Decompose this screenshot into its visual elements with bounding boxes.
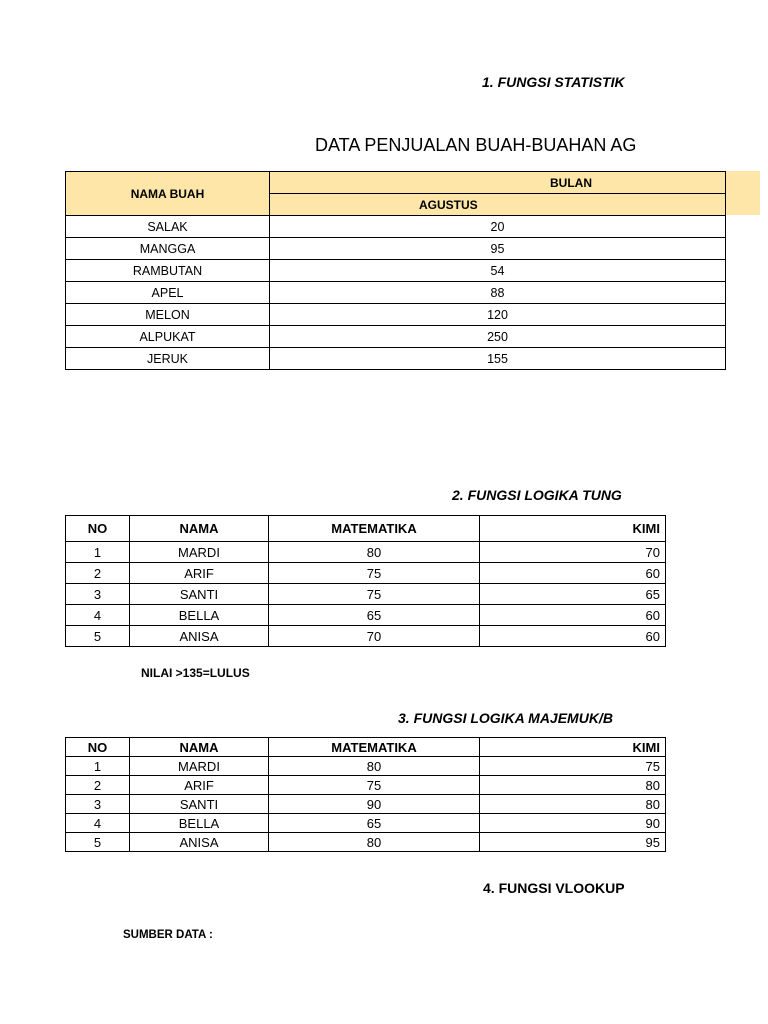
header-agustus: AGUSTUS xyxy=(270,194,726,216)
matematika-cell: 75 xyxy=(269,776,480,795)
name-cell: ARIF xyxy=(130,776,269,795)
fruit-name-cell: RAMBUTAN xyxy=(66,260,270,282)
section-2-title: 2. FUNGSI LOGIKA TUNG xyxy=(452,487,622,503)
section-1-title: 1. FUNGSI STATISTIK xyxy=(482,74,625,90)
name-cell: ANISA xyxy=(130,626,269,647)
pass-criteria-note: NILAI >135=LULUS xyxy=(141,666,250,680)
table-row xyxy=(66,776,666,795)
table-row xyxy=(66,626,666,647)
header-nama-buah: NAMA BUAH xyxy=(66,172,270,216)
header-matematika: MATEMATIKA xyxy=(269,738,480,757)
table-row xyxy=(66,282,726,304)
matematika-cell: 70 xyxy=(269,626,480,647)
fruit-sales-cell: 95 xyxy=(270,238,726,260)
matematika-cell: 75 xyxy=(269,584,480,605)
fruit-sales-table xyxy=(65,171,726,370)
sales-table-heading: DATA PENJUALAN BUAH-BUAHAN AG xyxy=(315,135,637,155)
matematika-cell: 80 xyxy=(269,757,480,776)
table-row xyxy=(66,348,726,370)
matematika-cell: 75 xyxy=(269,563,480,584)
header-nama: NAMA xyxy=(130,516,269,542)
kimia-cell: 95 xyxy=(480,833,666,852)
table-row xyxy=(66,563,666,584)
score-table-compound xyxy=(65,737,666,852)
header-bulan: BULAN xyxy=(270,172,726,194)
kimia-cell: 60 xyxy=(480,563,666,584)
name-cell: SANTI xyxy=(130,584,269,605)
table-row xyxy=(66,216,726,238)
header-nama: NAMA xyxy=(130,738,269,757)
matematika-cell: 65 xyxy=(269,605,480,626)
matematika-cell: 80 xyxy=(269,833,480,852)
no-cell: 3 xyxy=(66,795,130,814)
no-cell: 4 xyxy=(66,814,130,833)
matematika-cell: 90 xyxy=(269,795,480,814)
table-row xyxy=(66,238,726,260)
kimia-cell: 60 xyxy=(480,626,666,647)
name-cell: BELLA xyxy=(130,605,269,626)
fruit-name-cell: MANGGA xyxy=(66,238,270,260)
no-cell: 2 xyxy=(66,563,130,584)
header-kimia: KIMI xyxy=(480,516,666,542)
table-row xyxy=(66,814,666,833)
table-row xyxy=(66,326,726,348)
no-cell: 1 xyxy=(66,542,130,563)
kimia-cell: 65 xyxy=(480,584,666,605)
matematika-cell: 65 xyxy=(269,814,480,833)
fruit-sales-cell: 88 xyxy=(270,282,726,304)
fruit-sales-cell: 54 xyxy=(270,260,726,282)
header-no: NO xyxy=(66,738,130,757)
fruit-name-cell: MELON xyxy=(66,304,270,326)
no-cell: 5 xyxy=(66,626,130,647)
kimia-cell: 70 xyxy=(480,542,666,563)
kimia-cell: 80 xyxy=(480,776,666,795)
name-cell: BELLA xyxy=(130,814,269,833)
header-matematika: MATEMATIKA xyxy=(269,516,480,542)
no-cell: 3 xyxy=(66,584,130,605)
name-cell: SANTI xyxy=(130,795,269,814)
section-4-title: 4. FUNGSI VLOOKUP xyxy=(483,880,625,896)
fruit-sales-cell: 250 xyxy=(270,326,726,348)
table-row xyxy=(66,584,666,605)
fruit-name-cell: JERUK xyxy=(66,348,270,370)
fruit-name-cell: ALPUKAT xyxy=(66,326,270,348)
no-cell: 4 xyxy=(66,605,130,626)
table-row xyxy=(66,260,726,282)
kimia-cell: 60 xyxy=(480,605,666,626)
fruit-sales-cell: 155 xyxy=(270,348,726,370)
table-row xyxy=(66,304,726,326)
name-cell: ARIF xyxy=(130,563,269,584)
table-row xyxy=(66,833,666,852)
score-table-if xyxy=(65,515,666,647)
no-cell: 1 xyxy=(66,757,130,776)
fruit-sales-cell: 120 xyxy=(270,304,726,326)
table-row xyxy=(66,542,666,563)
no-cell: 2 xyxy=(66,776,130,795)
header-no: NO xyxy=(66,516,130,542)
name-cell: ANISA xyxy=(130,833,269,852)
source-data-label: SUMBER DATA : xyxy=(123,929,213,941)
fruit-name-cell: APEL xyxy=(66,282,270,304)
matematika-cell: 80 xyxy=(269,542,480,563)
section-3-title: 3. FUNGSI LOGIKA MAJEMUK/B xyxy=(398,710,613,726)
table-row xyxy=(66,757,666,776)
table-row xyxy=(66,795,666,814)
header-kimia: KIMI xyxy=(480,738,666,757)
no-cell: 5 xyxy=(66,833,130,852)
kimia-cell: 75 xyxy=(480,757,666,776)
fruit-name-cell: SALAK xyxy=(66,216,270,238)
fruit-sales-cell: 20 xyxy=(270,216,726,238)
name-cell: MARDI xyxy=(130,542,269,563)
kimia-cell: 80 xyxy=(480,795,666,814)
table-row xyxy=(66,605,666,626)
kimia-cell: 90 xyxy=(480,814,666,833)
name-cell: MARDI xyxy=(130,757,269,776)
